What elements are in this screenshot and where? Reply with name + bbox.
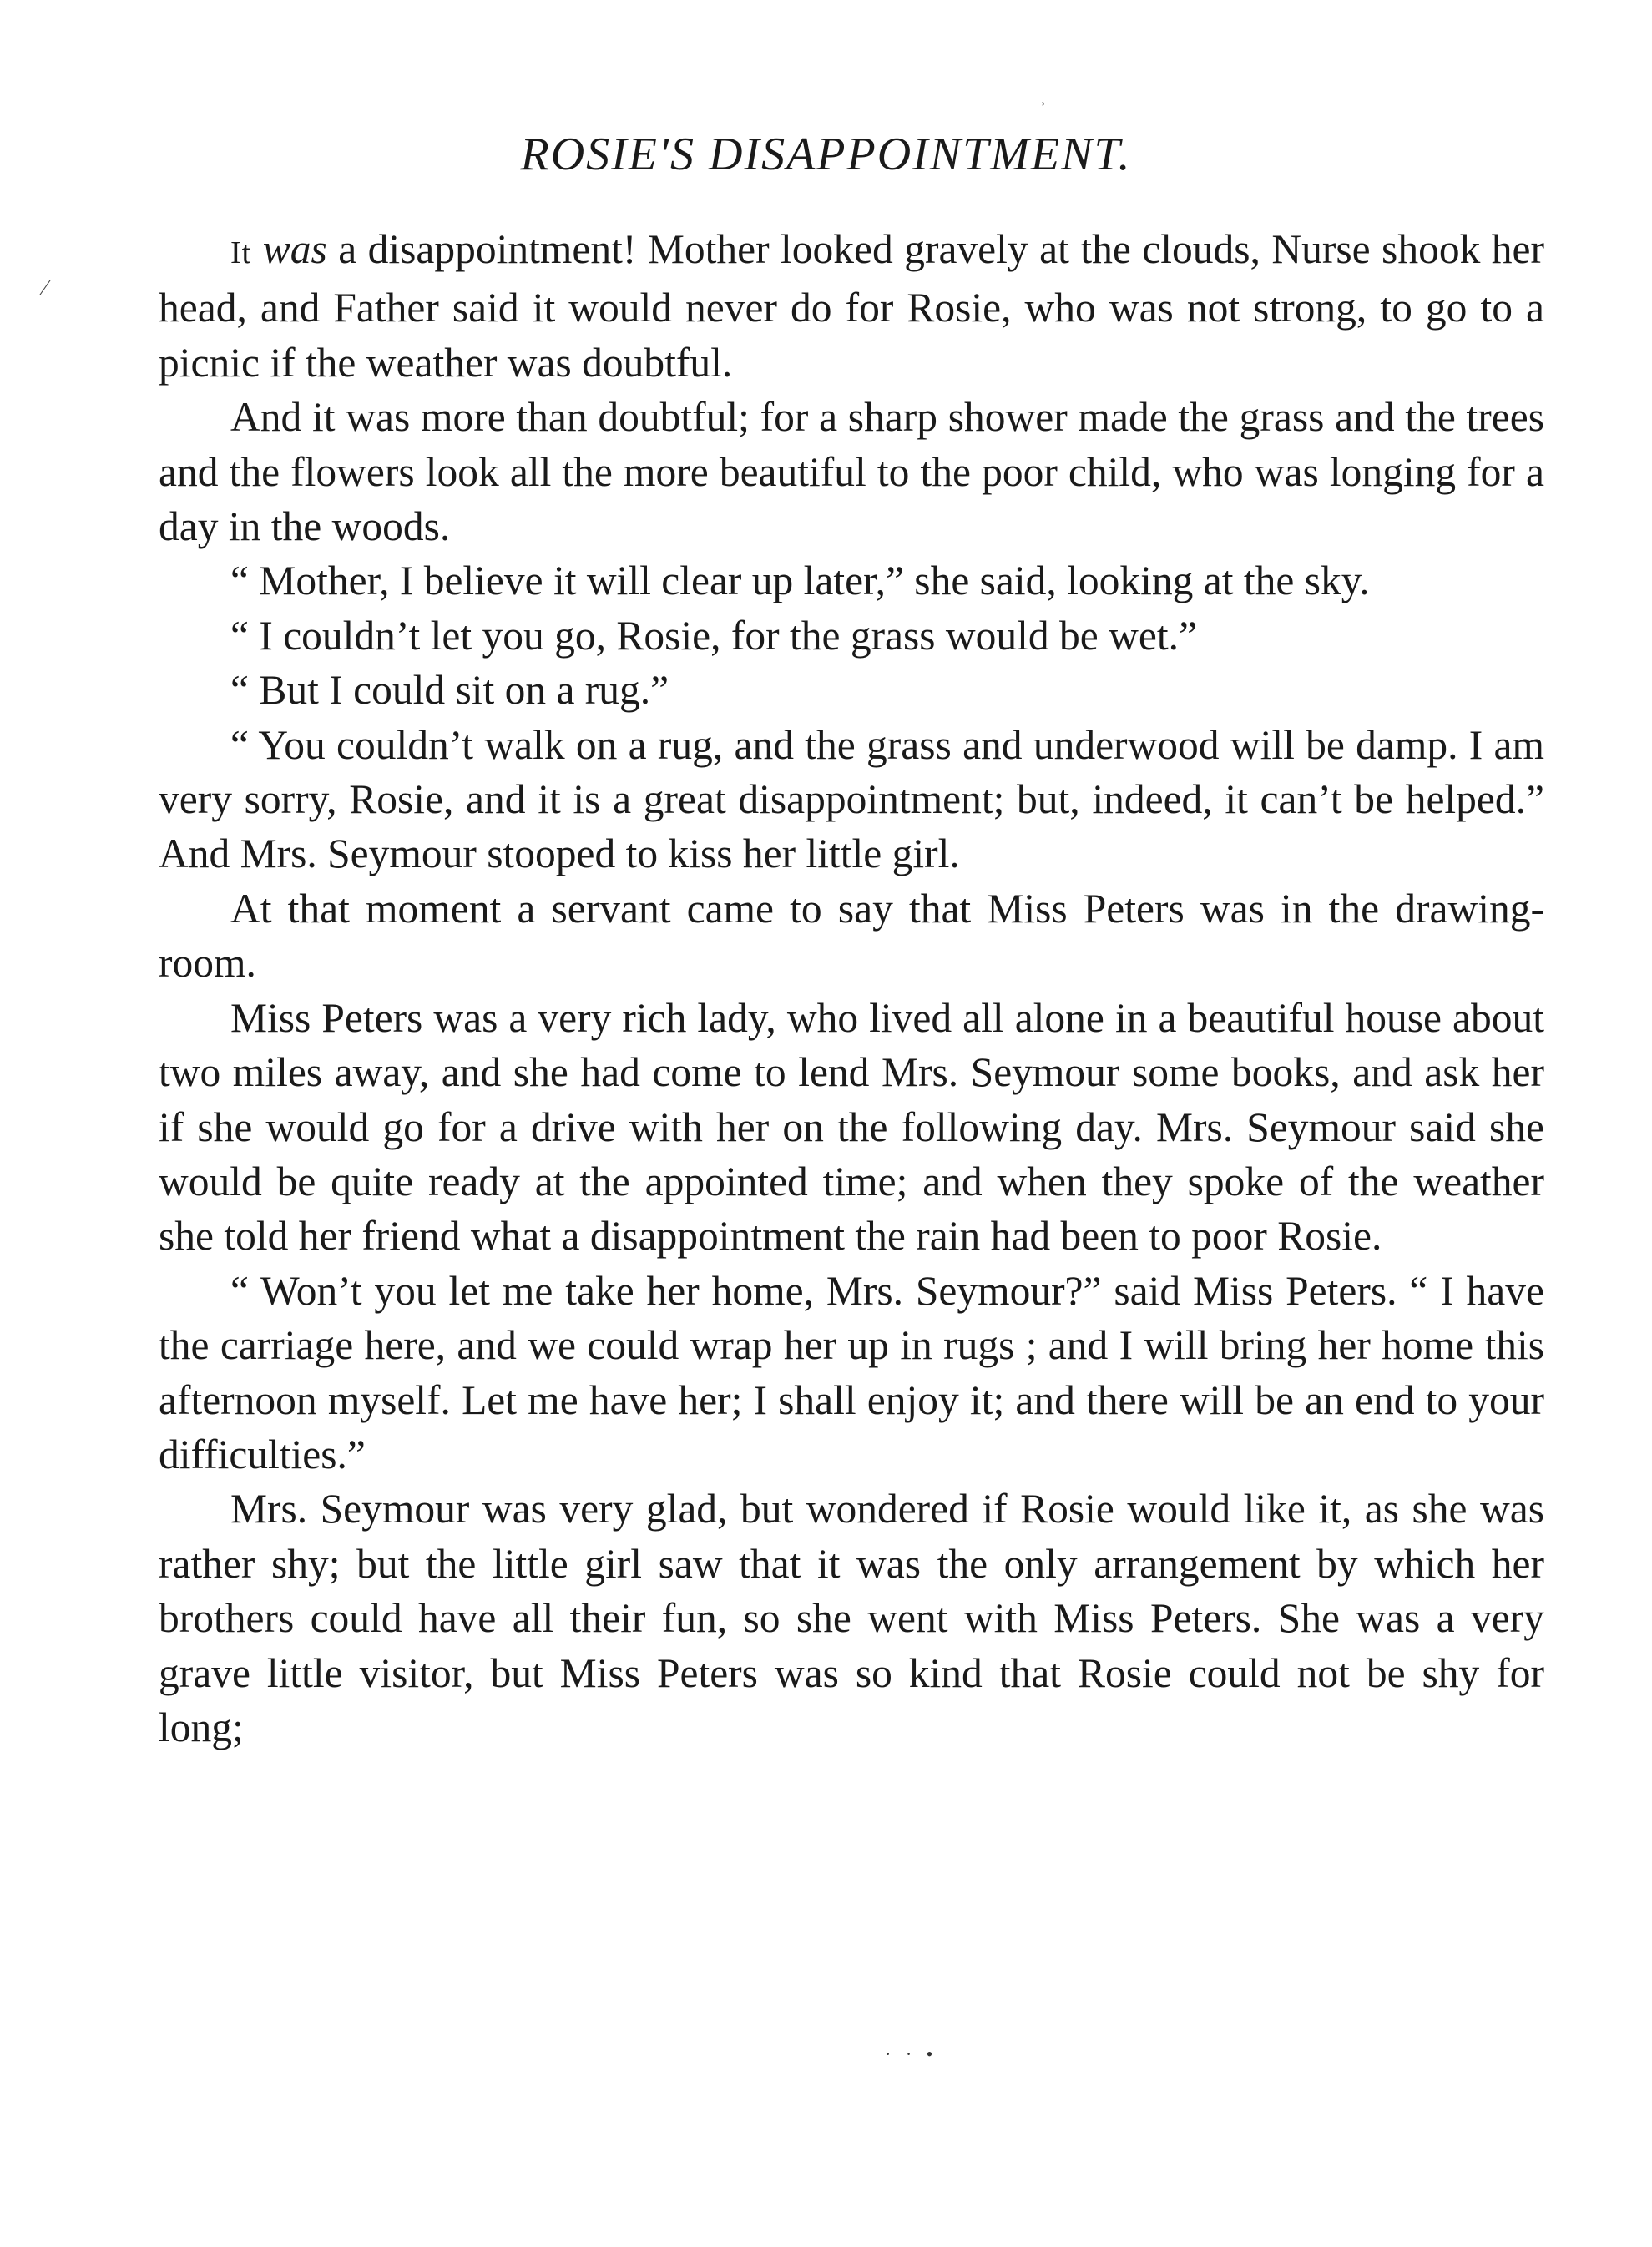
paragraph-1-text: a disappointment! Mother looked gravely at the clouds, Nurse shook her head, and Father said it would never do for Rosie, who was not strong, to go to a picnic if the weather was doubtful.	[159, 226, 1544, 386]
chapter-title: ROSIE'S DISAPPOINTMENT.	[520, 129, 1132, 180]
paragraph-7: At that moment a servant came to say that Miss Peters was in the drawing-room.	[159, 885, 1544, 987]
paragraph-2: And it was more than doubtful; for a sharp shower made the grass and the trees and the flowers look all the more beautiful to the poor child, who was longing for a day in the woods.	[159, 394, 1544, 550]
paragraph-3: “ Mother, I believe it will clear up later,” she said, looking at the sky.	[230, 558, 1370, 604]
paragraph-4: “ I couldn’t let you go, Rosie, for the grass would be wet.”	[230, 612, 1197, 659]
paragraph-1-emphasis: was	[262, 226, 327, 272]
margin-mark: ⁄	[43, 275, 48, 300]
paragraph-10: Mrs. Seymour was very glad, but wondered if Rosie would like it, as she was rather shy; but the little girl saw that it was the only arrangement by which her brothers could have all their fun, so she went with Miss Peters. She was a very grave little visitor, but Miss Peters was so kind that Rosie could not be shy for long;	[159, 1486, 1544, 1750]
paragraph-1-lead: It	[230, 235, 252, 270]
paragraph-9: “ Won’t you let me take her home, Mrs. Seymour?” said Miss Peters. “ I have the carriage here, and we could wrap her up in rugs ; and I will bring her home this afternoon myself. Let me have her; I shall enjoy it; and there will be an end to your difficulties.”	[159, 1267, 1544, 1477]
body-text	[159, 222, 1544, 1755]
top-mark: ʾ	[1040, 98, 1047, 119]
paragraph-5: “ But I could sit on a rug.”	[230, 667, 669, 714]
paragraph-8: Miss Peters was a very rich lady, who lived all alone in a beautiful house about two miles away, and she had come to lend Mrs. Seymour some books, and ask her if she would go for a drive with her on the following day. Mrs. Seymour said she would be quite ready at the appointed time; and when they spoke of the weather she told her friend what a disappointment the rain had been to poor Rosie.	[159, 994, 1544, 1260]
page-folio-mark: · · •	[885, 2043, 938, 2064]
paragraph-1	[159, 222, 1544, 390]
paragraph-6: “ You couldn’t walk on a rug, and the grass and underwood will be damp. I am very sorry, Rosie, and it is a great disappointment; but, indeed, it can’t be helped.” And Mrs. Seymour stooped to kiss her little girl.	[159, 721, 1544, 877]
